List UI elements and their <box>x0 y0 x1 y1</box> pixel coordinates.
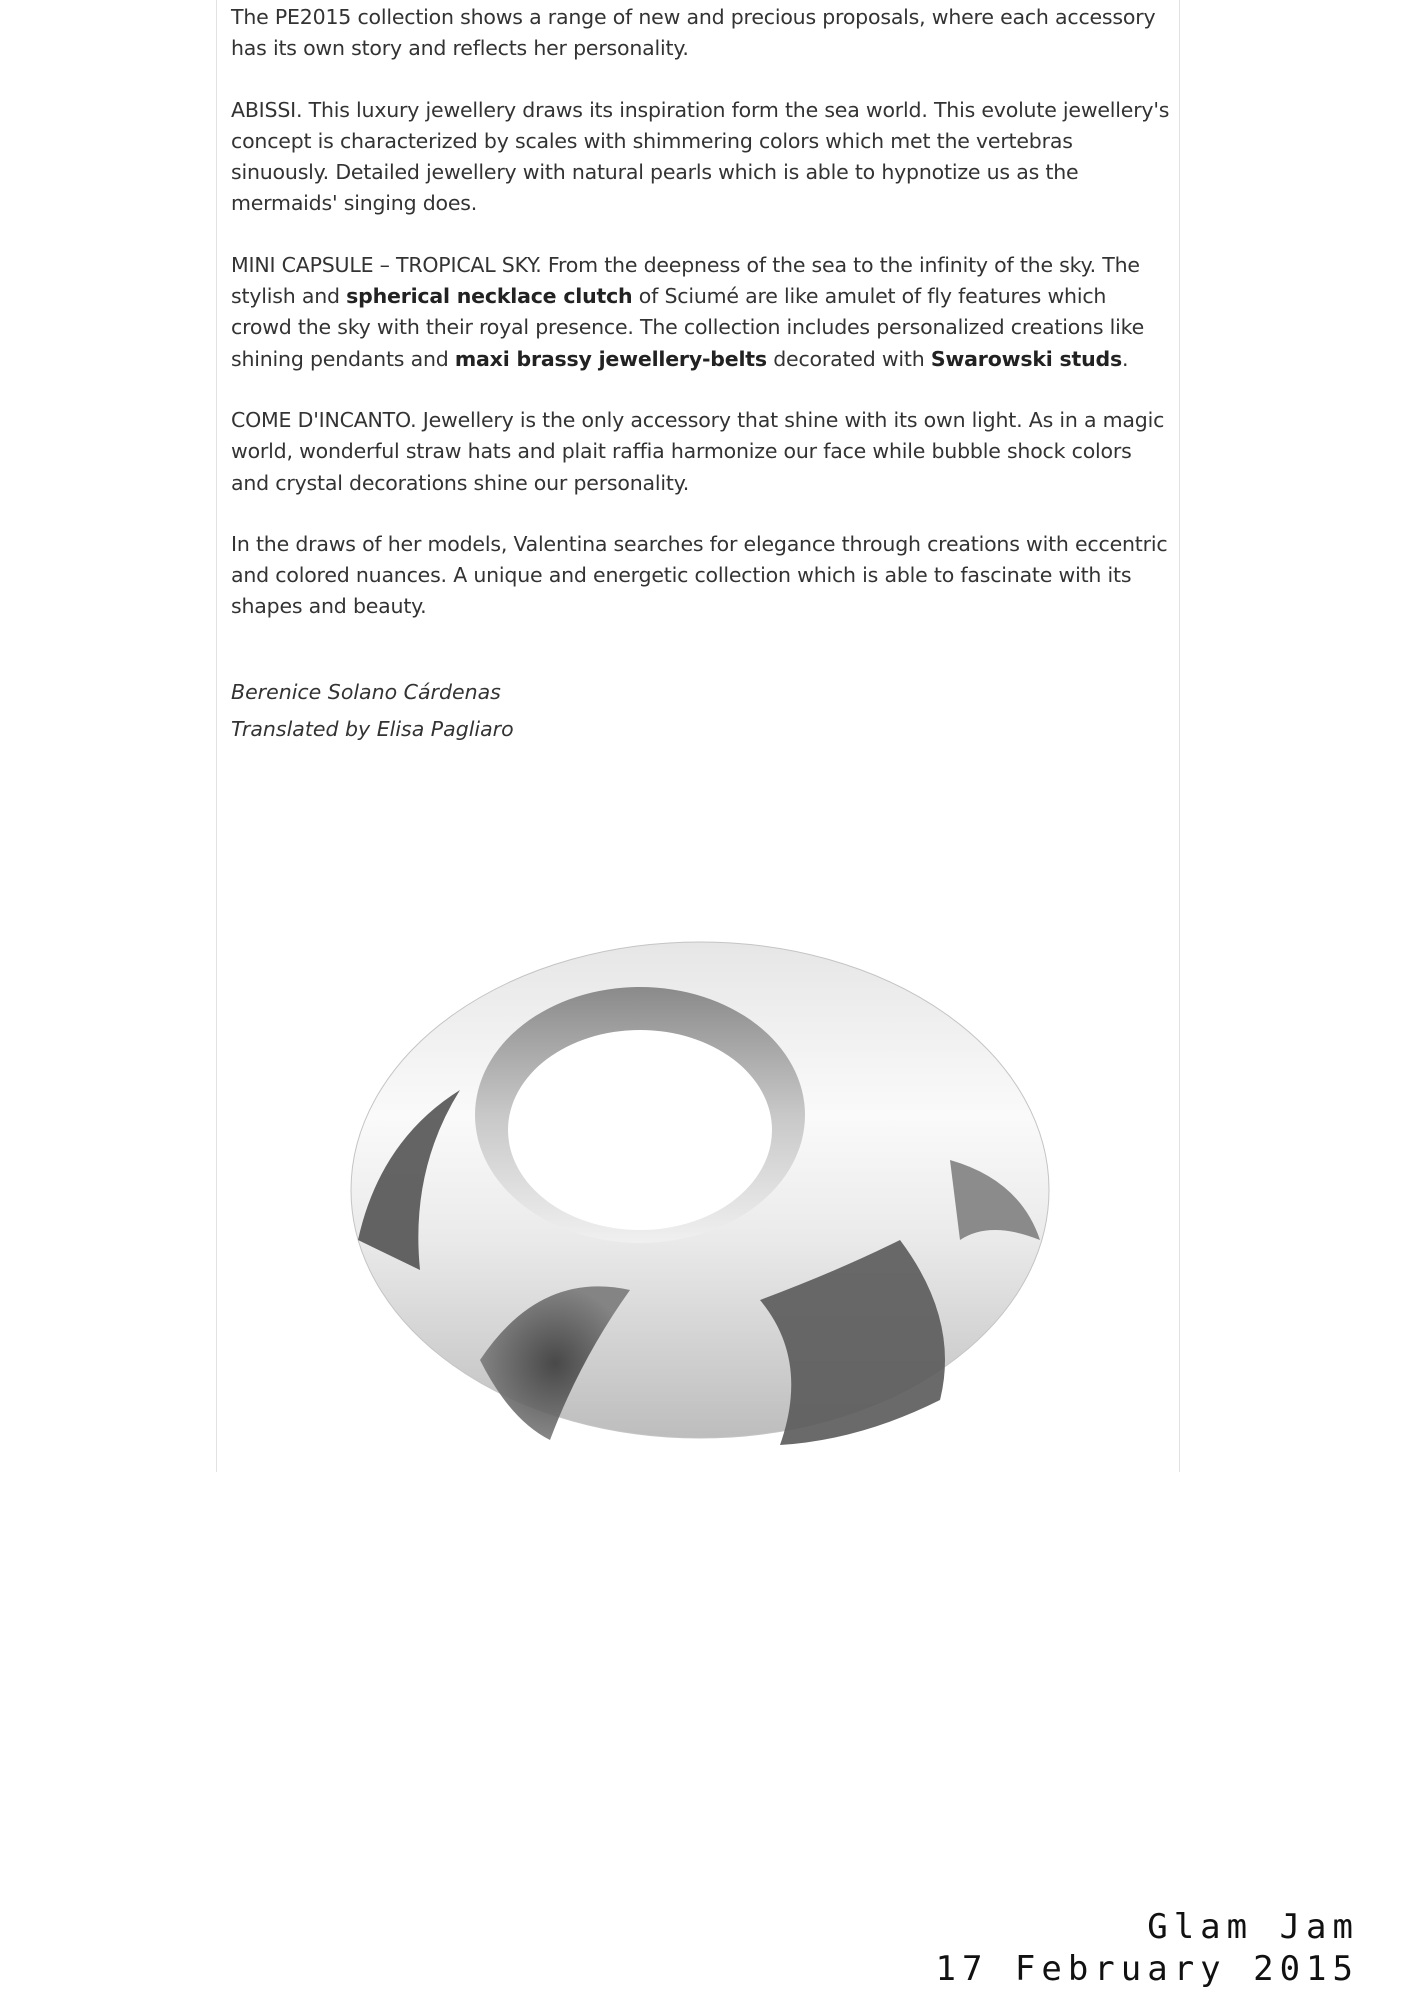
author-credit: Berenice Solano Cárdenas <box>231 679 501 704</box>
bangle-inner-opening <box>508 1030 772 1230</box>
page-footer <box>935 1906 1359 1990</box>
translator-credit: Translated by Elisa Pagliaro <box>231 716 514 741</box>
come-dincanto-paragraph: COME D'INCANTO. Jewellery is the only accessory that shine with its own light. As in a magic world, wonderful straw hats and plait raffia harmonize our face while bubble shock colors and crystal decorations shine our personality. <box>231 407 1165 495</box>
intro-paragraph: The PE2015 collection shows a range of new and precious proposals, where each accessory has its own story and reflects her personality. <box>231 5 1156 61</box>
mini-capsule-paragraph: MINI CAPSULE – TROPICAL SKY. From the deepness of the sea to the infinity of the sky. The stylish and spherical necklace clutch of Sciumé are like amulet of fly features which crowd the sky with their royal presence. The collection includes personalized creations like shining pendants and maxi brassy jewellery-belts decorated with Swarowski studs. <box>231 252 1144 371</box>
publication-name: Glam Jam <box>1147 1907 1359 1947</box>
abissi-paragraph: ABISSI. This luxury jewellery draws its inspiration form the sea world. This evolute jewellery's concept is characterized by scales with shimmering colors which met the vertebras sinuously. Detailed jewellery with natural pearls which is able to hypnotize us as the mermaids' singing does. <box>231 97 1170 216</box>
article-body <box>231 2 1171 741</box>
silver-bangle-photo <box>340 940 1060 1470</box>
publication-date: 17 February 2015 <box>935 1949 1359 1989</box>
closing-paragraph: In the draws of her models, Valentina searches for elegance through creations with eccentric and colored nuances. A unique and energetic collection which is able to fascinate with its shapes and beauty. <box>231 531 1168 619</box>
